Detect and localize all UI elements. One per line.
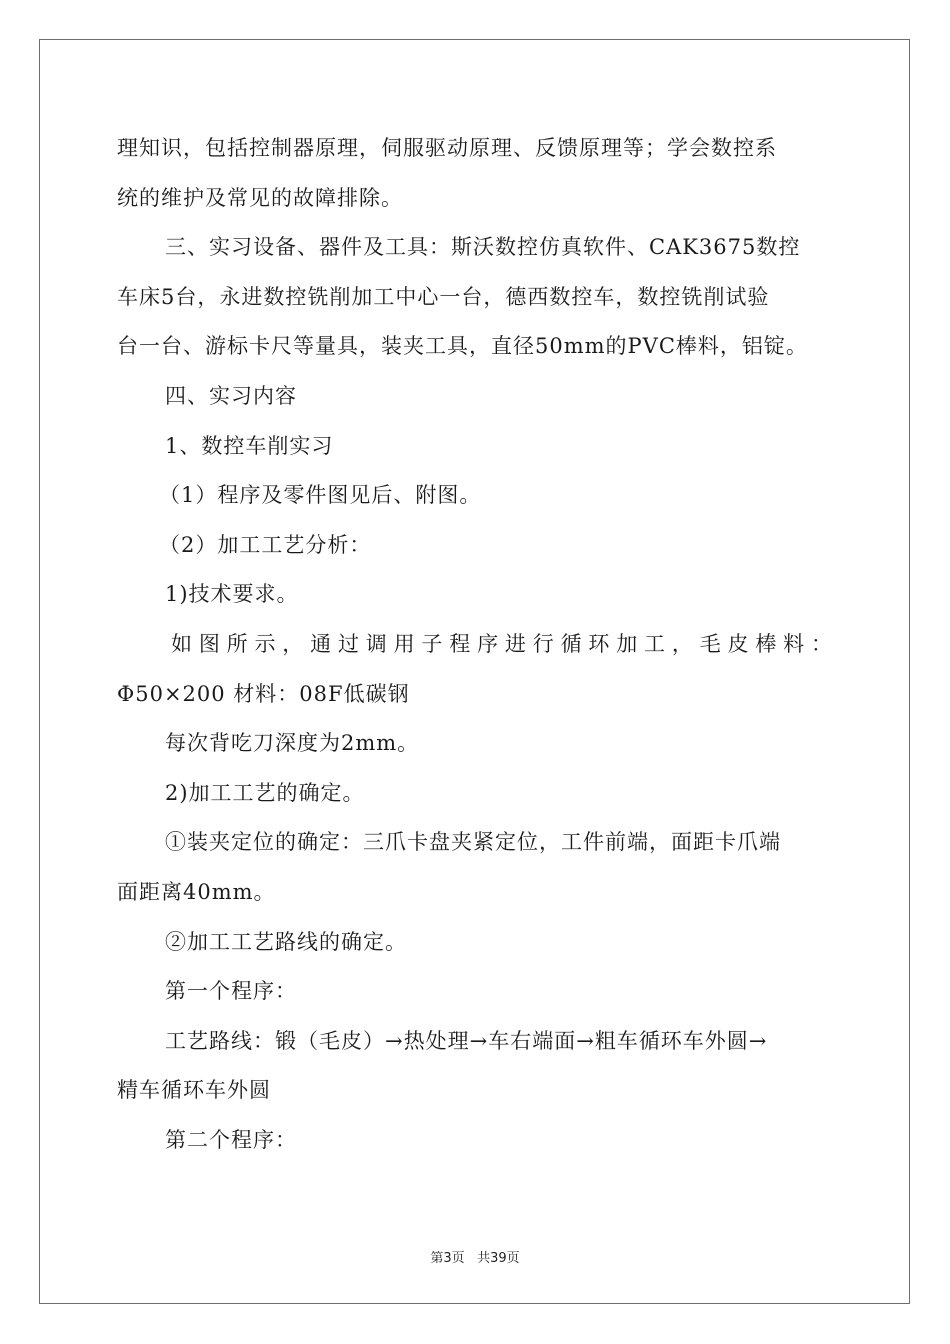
text-line: 精车循环车外圆: [117, 1078, 271, 1103]
section-heading-equipment: 三、实习设备、器件及工具：斯沃数控仿真软件、CAK3675数控: [165, 235, 801, 260]
text-line: 面距离40mm。: [117, 879, 276, 904]
text-line: 理知识，包括控制器原理，伺服驱动原理、反馈原理等；学会数控系: [117, 136, 777, 160]
text-line: 台一台、游标卡尺等量具，装夹工具，直径50mm的PVC棒料，铝锭。: [117, 334, 808, 359]
text-line: 2)加工工艺的确定。: [165, 780, 365, 805]
text-line: ②加工工艺路线的确定。: [165, 929, 407, 954]
document-body: [117, 124, 833, 1165]
page-total: 共39页: [477, 1251, 520, 1266]
text-line: 如图所示，通过调用子程序进行循环加工，毛皮棒料：: [171, 631, 833, 656]
text-line: （2）加工工艺分析：: [159, 532, 372, 557]
text-line: （1）程序及零件图见后、附图。: [159, 483, 482, 508]
page-footer: [0, 1247, 950, 1266]
text-line: 统的维护及常见的故障排除。: [117, 185, 403, 210]
text-line: Φ50×200 材料：08F低碳钢: [117, 681, 410, 706]
section-heading-content: 四、实习内容: [165, 383, 297, 408]
text-line: 第一个程序：: [165, 979, 297, 1004]
text-line: 工艺路线：锻（毛皮）→热处理→车右端面→粗车循环车外圆→: [165, 1028, 768, 1053]
text-line: ①装夹定位的确定：三爪卡盘夹紧定位，工件前端，面距卡爪端: [165, 830, 781, 855]
text-line: 第二个程序：: [165, 1127, 297, 1152]
page-number: 第3页: [430, 1251, 465, 1266]
text-line: 1)技术要求。: [165, 582, 299, 607]
text-line: 车床5台，永进数控铣削加工中心一台，德西数控车，数控铣削试验: [117, 284, 770, 309]
text-line: 每次背吃刀深度为2mm。: [165, 731, 420, 756]
subsection-heading: 1、数控车削实习: [165, 433, 334, 458]
